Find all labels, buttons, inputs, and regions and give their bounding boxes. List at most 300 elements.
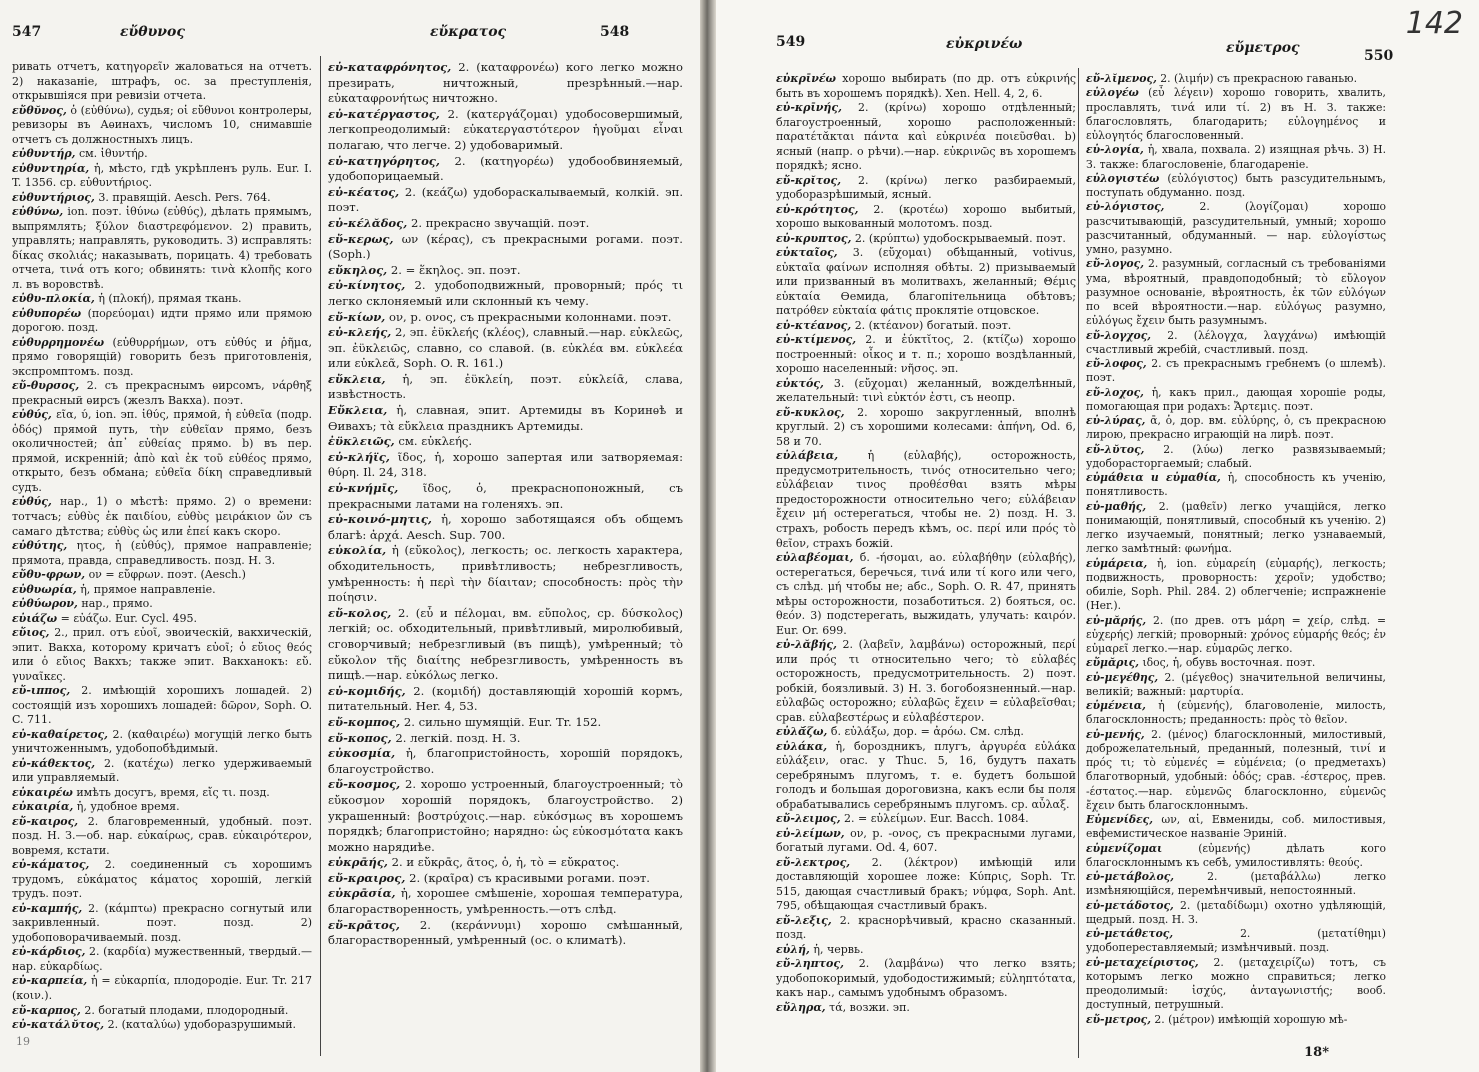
dictionary-entry <box>776 246 1076 319</box>
headword: εὐλᾰ́ζω, <box>776 725 828 739</box>
definition: 2. (κομιδή) доставляющій хорошій кормъ, питательный. Her. 4, 53. <box>328 683 683 714</box>
dictionary-entry <box>12 539 312 568</box>
headword: εὐμενίζομαι <box>1086 841 1163 855</box>
dictionary-entry <box>12 104 312 148</box>
dictionary-entry <box>776 319 1076 334</box>
definition: 2. (κατηγορέω) удобообвиняемый, удобопорицаемый. <box>328 153 683 184</box>
definition: 2. (καρδία) мужественный, твердый.—нар. εὐκαρδίως. <box>12 945 312 973</box>
headword: εὔ-λογος, <box>1086 257 1144 271</box>
dictionary-entry <box>1086 172 1386 201</box>
dictionary-entry <box>12 902 312 946</box>
dictionary-entry <box>12 858 312 902</box>
headword: εὐ-κρυπτος, <box>776 231 852 245</box>
dictionary-entry <box>328 731 683 747</box>
definition: 2. соединенный съ хорошимъ трудомъ, εὐκάματος κάματος хорошій, легкій трудъ. поэт. <box>12 858 312 901</box>
definition: 2. (λογίζομαι) хорошо разсчитывающій, разсудительный, умный; хорошо разсчитанный, обдуманный. — нар. εὐλογίστως умно, разумно. <box>1086 200 1386 256</box>
definition: ιδος, ἡ, обувь восточная. поэт. <box>1142 656 1316 670</box>
right-page-column-1 <box>776 72 1076 1016</box>
headword: εὔθυ-φρων, <box>12 568 86 582</box>
dictionary-entry <box>328 512 683 543</box>
headword: εὐθυντήρ, <box>12 147 76 161</box>
dictionary-entry <box>776 943 1076 958</box>
dictionary-entry <box>12 191 312 206</box>
dictionary-entry <box>328 606 683 684</box>
definition: 2. (κατέχω) легко удерживаемый или управляемый. <box>12 756 313 785</box>
headword: εὐ-κλήϊς, <box>328 449 390 464</box>
headword: εὔ-κοσμος, <box>328 777 401 792</box>
dictionary-entry <box>1086 500 1386 557</box>
definition: см. ἰθυντήρ. <box>78 147 148 161</box>
definition: ἡ, хорошо заботящаяся объ общемъ благѣ: ἀρχά. Aesch. Sup. 700. <box>328 512 683 542</box>
dictionary-entry <box>12 757 312 786</box>
headword: εὔκλεια, <box>328 371 386 386</box>
definition: ον, р. ονος, съ прекрасными колоннами. поэт. <box>389 309 672 324</box>
dictionary-entry <box>1086 143 1386 172</box>
definition: ἡ, благопристойность, хорошій порядокъ, благоустройство. <box>328 746 684 776</box>
dictionary-entry <box>12 147 312 162</box>
dictionary-entry <box>776 174 1076 203</box>
definition: нар., 1) о мѣстѣ: прямо. 2) о времени: тотчасъ; εὐθὺς ἐκ παιδίου, εὐθὺς μειράκιον ὤν съ самаго дѣтства; εὐθὺς ὡς или ἐπεί какъ скоро. <box>12 495 312 538</box>
headword: εὐθυντηρία, <box>12 161 90 175</box>
definition: 2. богатый плодами, плодородный. <box>84 1003 289 1017</box>
dictionary-entry <box>12 307 312 336</box>
headword: εὐμάθεια и εὐμαθία, <box>1086 471 1221 484</box>
running-head-right: εὔκρατος <box>430 24 507 40</box>
left-page-column-1 <box>12 60 312 1033</box>
definition: 2. (λύω) легко развязываемый; удоборасторгаемый; слабый. <box>1086 442 1386 470</box>
definition: ἡ, червь. <box>813 942 864 956</box>
headword: εὐθύνω, <box>12 205 64 219</box>
headword: εὔ-λεξις, <box>776 913 832 927</box>
signature-mark: 18* <box>1304 1045 1329 1060</box>
definition: б. εὐλάξω, дор. = ἀρόω. См. слѣд. <box>830 725 1024 739</box>
headword: εὐθύς, <box>12 495 52 509</box>
definition: ον = εὔφρων. поэт. (Aesch.) <box>88 568 246 582</box>
headword: εὐ-κάθεκτος, <box>12 756 96 770</box>
definition: (εὖ λέγειν) хорошо говорить, хвалить, прославлять, τινά или τί. 2) въ Н. З. также: благословлять, благодарить; εὐλογημένος и εὐλογητός благословенный. <box>1086 86 1386 142</box>
headword: εὐ-κέλᾰδος, <box>328 215 408 230</box>
dictionary-entry <box>1086 699 1386 728</box>
headword: εὐ-κίνητος, <box>328 278 406 293</box>
dictionary-entry <box>1086 557 1386 614</box>
headword: εὐ-κτέανος, <box>776 318 852 332</box>
definition: ῖδος, ἡ, хорошо запертая или затворяемая: θύρη. Il. 24, 318. <box>328 449 684 480</box>
headword: εὐθύς, <box>12 408 52 422</box>
dictionary-entry <box>328 746 683 777</box>
definition: τά, возжи. эп. <box>829 1001 910 1014</box>
dictionary-entry <box>1086 443 1386 472</box>
page-number-548: 548 <box>600 24 630 40</box>
dictionary-entry <box>1086 956 1386 1013</box>
headword: εὐλάκα, <box>776 739 828 753</box>
headword: εὐμάρεια, <box>1086 556 1148 570</box>
dictionary-entry <box>12 597 312 612</box>
headword: ἐϋκλειῶς, <box>328 434 395 449</box>
headword: εὐκολία, <box>328 543 387 558</box>
dictionary-entry <box>1086 72 1386 86</box>
definition: 2. (λαμβάνω) что легко взять; удобопокоримый, удободостижимый; εὐληπτότατα, какъ нар., самымъ удобнымъ образомъ. <box>776 957 1076 1000</box>
dictionary-entry <box>328 777 683 855</box>
handwritten-folio: 142 <box>1405 6 1463 41</box>
headword: εὐ-καρπεία, <box>12 974 88 988</box>
dictionary-entry <box>1086 870 1386 899</box>
headword: εὐ-μαθής, <box>1086 499 1147 513</box>
dictionary-entry <box>776 377 1076 406</box>
dictionary-entry <box>1086 200 1386 257</box>
page-number-550: 550 <box>1364 48 1394 64</box>
headword: εὐ-κρότητος, <box>776 202 859 216</box>
definition: ἡ, ion. εὐμαρείη (εὐμαρής), легкость; подвижность, проворность: χεροῖν; удобство; обиліе, Soph. Phil. 284. 2) облегченіе; испражненіе (Her.). <box>1086 556 1387 613</box>
dictionary-entry <box>328 715 683 731</box>
definition: 2. (καθαιρέω) могущій легко быть уничтоженнымъ, удобопобѣдимый. <box>12 727 312 756</box>
definition: 2. разумный, согласный съ требованіями ума, вѣроятный, правдоподобный; τὸ εὔλογον разумное основаніе, вѣроятность, ἐκ τῶν εὐλόγων по всей вѣроятности.—нар. εὐλόγως разумно, εὐλόγως ἔχειν быть разумнымъ. <box>1086 257 1387 328</box>
headword: εὔ-κραιρος, <box>328 870 406 885</box>
dictionary-entry <box>12 292 312 307</box>
headword: εὐ-λόγιστος, <box>1086 200 1165 214</box>
definition: 2. (κτέανον) богатый. поэт. <box>854 318 1012 332</box>
dictionary-entry <box>1086 614 1386 657</box>
headword: εὐκτός, <box>776 376 824 390</box>
definition: (εὐθυρρήμων, отъ εὐθύς и ῥῆμα, прямо говорящій) говорить безъ приготовленія, экспромптомъ. позд. <box>12 335 313 378</box>
dictionary-entry <box>776 406 1076 450</box>
headword: εὔ-κερως, <box>328 231 394 246</box>
dictionary-entry <box>328 855 683 871</box>
headword: εὐ-κτίμενος, <box>776 333 857 347</box>
definition: 2. (μένος) благосклонный, милостивый, доброжелательный, преданный, полезный, τινί и πρός τι; τὸ εὐμενές = εὐμένεια; (о предметахъ) благотворный, удобный: ὁδός; срав. -έστερος, прев. -έστατος.—нар. εὐμενῶς благосклонно, εὐμενῶς ἔχειν быть благосклоннымъ. <box>1086 727 1386 812</box>
definition: 2. съ прекраснымъ гребнемъ (о шлемѣ). поэт. <box>1086 357 1386 385</box>
running-head-left: εὐκρινέω <box>946 36 1023 52</box>
dictionary-entry <box>12 626 312 684</box>
headword: εὐκαιρία, <box>12 800 74 814</box>
dictionary-entry <box>776 449 1076 551</box>
definition: 3. правящій. Aesch. Pers. 764. <box>98 190 271 204</box>
definition: 2. удобоподвижный, проворный; πρός τι легко склоняемый или склонный къ чему. <box>328 278 683 308</box>
dictionary-entry <box>328 543 683 605</box>
headword: εὔιος, <box>12 626 50 640</box>
headword: εὔθῠνος, <box>12 103 67 117</box>
definition: ων (κέρας), съ прекрасными рогами. поэт. (Soph.) <box>328 231 683 262</box>
dictionary-entry <box>328 185 683 216</box>
column-rule <box>1078 68 1079 1058</box>
dictionary-entry <box>1086 899 1386 928</box>
definition: 2. (λέλογχα, λαγχάνω) имѣющій счастливый жребій, счастливый. позд. <box>1086 328 1387 356</box>
dictionary-entry <box>12 408 312 495</box>
dictionary-entry <box>1086 927 1386 956</box>
headword: εὐ-κατηγόρητος, <box>328 153 440 168</box>
definition: ἡ, хвала, похвала. 2) изящная рѣчь. 3) Н. З. также: благословеніе, благодареніе. <box>1086 143 1386 171</box>
definition: (εὐλόγιστος) быть разсудительнымъ, поступать обдуманно. позд. <box>1086 171 1386 199</box>
headword: εὔ-λῠτος, <box>1086 442 1145 456</box>
definition: = εὐάζω. Eur. Cycl. 495. <box>60 611 198 625</box>
definition: ривать отчетъ, κατηγορεῖν жаловаться на отчетъ. 2) наказаніе, штрафъ, ос. за преступленія, открывшіяся при ревизіи отчета. <box>12 60 312 103</box>
headword: εὔ-λῐμενος, <box>1086 72 1157 85</box>
definition: ion. поэт. ἰθύνω (εὐθύς), дѣлать прямымъ, выпрямлять; ξύλον διαστρεφόμενον. 2) править, управлять; направлять, руководить. 3) исправлять: δίκας σκολιάς; наказывать, порицать. 4) требовать отчета, τινά отъ кого; обвинять: τινὰ κλοπῆς кого л. въ воровствѣ. <box>12 205 312 291</box>
definition: 2. (εὖ и πέλομαι, вм. εὔπολος, ср. δύσκολος) легкій; ос. обходительный, привѣтливый, миролюбивый, сговорчивый; небрезгливый (въ пищѣ), умѣренный; τὸ εὔκολον τῆς διαίτης небрезгливость, умѣренность въ пищѣ.—нар. εὐκόλως легко. <box>328 605 684 683</box>
definition: ἡ = εὐκαρπία, плодородіе. Eur. Tr. 217 (κοιν.). <box>12 974 312 1002</box>
dictionary-entry <box>776 827 1076 856</box>
running-head-right: εὔμετρος <box>1226 40 1300 56</box>
book-gutter <box>700 0 716 1072</box>
definition: 3. (εὔχομαι) обѣщанный, votivus, εὐκταῖα φαίνων исполняя обѣты. 2) призываемый или призванный въ молитвахъ, желанный; Θέμις εὐκταία Ѳемида, благопітельница обѣтовъ; πατρόθεν εὐκταία φάτις проклятіе отцовское. <box>776 246 1076 318</box>
dictionary-entry <box>12 568 312 583</box>
definition: 3. (εὔχομαι) желанный, вожделѣнный, желательный: τινὶ εὐκτόν ἐστι, съ неопр. <box>776 376 1077 405</box>
dictionary-entry <box>776 232 1076 247</box>
dictionary-entry <box>328 886 683 917</box>
headword: εὐ-κρῑνής, <box>776 101 842 115</box>
definition: 2. и εὔκρᾱς, ᾶτος, ὁ, ἡ, τὸ = εὔκρατος. <box>391 855 620 870</box>
definition: ἡ, славная, эпит. Артемиды въ Коринѳѣ и Ѳивахъ; τὰ εὔκλεια праздникъ Артемиды. <box>328 403 684 433</box>
dictionary-entry <box>776 203 1076 232</box>
headword: εὐλαβέομαι, <box>776 551 854 565</box>
definition: 2. краснорѣчивый, красно сказанный. позд. <box>776 913 1076 942</box>
definition: 2. (μεταβάλλω) легко измѣняющійся, перемѣнчивый, непостоянный. <box>1086 870 1386 898</box>
dictionary-entry <box>12 786 312 801</box>
headword: εὐ-κέατος, <box>328 184 400 199</box>
definition: 2., прил. отъ εὐοῖ, эвоическій, вакхическій, эпит. Вакха, которому кричатъ εὐοῖ; ὁ εὔιος θεός или ὁ εὔιος Вакхъ; также эпит. Вакханокъ: εὔ. γυναῖκες. <box>12 626 312 683</box>
dictionary-entry <box>12 945 312 974</box>
definition: 2. = εὐλείμων. Eur. Bacch. 1084. <box>844 812 1029 826</box>
headword: εὐκρᾱής, <box>328 855 388 870</box>
definition: 2. сильно шумящій. Eur. Tr. 152. <box>403 714 602 729</box>
definition: ἡ, эп. ἐϋκλείη, поэт. εὐκλείᾱ, слава, извѣстность. <box>328 371 684 402</box>
definition: б. -ήσομαι, ао. εὐλαβήθην (εὐλαβής), остерегаться, беречься, τινά или τί кого или чего, съ слѣд. μή чтобы не; абс., Soph. O. R. 47, принять мѣры осторожности, позаботиться. 2) бояться, ос. θεόν. 3) подстерегать, выжидать, улучать: καιρόν. Eur. Or. 699. <box>776 551 1077 637</box>
definition: 2. (κρίνω) хорошо отдѣленный; благоустроенный, хорошо расположенный: παρατέτᾰκται πάντα καὶ εὐκρινέα ποιεῦσθαι. b) ясный (напр. о рѣчи).—нар. εὐκρινῶς въ хорошемъ порядкѣ; ясно. <box>776 101 1077 173</box>
headword: εὔ-κολος, <box>328 605 392 620</box>
dictionary-entry <box>328 325 683 372</box>
headword: εὔ-κίων, <box>328 309 386 324</box>
definition: ῖδος, ὁ, прекраснопоножный, съ прекрасными латами на голеняхъ. эп. <box>328 481 684 511</box>
headword: εὐλογιστέω <box>1086 171 1160 185</box>
dictionary-entry <box>1086 86 1386 143</box>
dictionary-entry <box>1086 257 1386 328</box>
headword: εὔ-λοχος, <box>1086 385 1144 399</box>
dictionary-entry <box>776 740 1076 813</box>
headword: εὐ-λογία, <box>1086 143 1144 157</box>
headword: εὐθυ-πλοκία, <box>12 292 95 306</box>
dictionary-entry <box>328 481 683 512</box>
dictionary-entry <box>776 957 1076 1001</box>
dictionary-entry <box>12 815 312 859</box>
dictionary-entry <box>12 1018 312 1033</box>
headword: εὐκαιρέω <box>12 785 73 799</box>
headword: εὔ-λεκτρος, <box>776 855 851 869</box>
dictionary-entry <box>1086 357 1386 386</box>
headword: εὐ-μετάθετος, <box>1086 927 1174 940</box>
definition: ἡ, удобное время. <box>76 800 180 814</box>
dictionary-entry <box>328 263 683 279</box>
headword: εὐ-μεταχείριστος, <box>1086 955 1199 969</box>
headword: εὔ-κρῐτος, <box>776 173 842 187</box>
headword: εὐθυρρημονέω <box>12 335 105 349</box>
dictionary-entry <box>328 372 683 403</box>
definition: ἡ, хорошее смѣшеніе, хорошая температура, благорастворенность, умѣренность.—отъ слѣд. <box>328 886 684 917</box>
dictionary-entry <box>12 1004 312 1019</box>
definition: 2. = ἕκηλος. эп. поэт. <box>390 262 521 277</box>
headword: εὐ-μετάβολος, <box>1086 870 1175 883</box>
column-rule <box>320 56 321 1056</box>
headword: εὐλάβεια, <box>776 449 839 463</box>
headword: εὔ-καιρος, <box>12 814 79 828</box>
definition: имѣть досугъ, время, εἴς τι. позд. <box>76 785 270 799</box>
definition: ἡ (εὔκολος), легкость; ос. легкость характера, обходительность, привѣтливость; небрезгливость, умѣренность: ἡ περὶ τὴν δίαιταν; способность: πρὸς τὴν ποίησιν. <box>328 543 683 605</box>
definition: 2. благовременный, удобный. поэт. позд. Н. З.—об. нар. εὐκαίρως, срав. εὐκαιρότερον, вовремя, кстати. <box>12 814 312 857</box>
definition: 2. (μετατίθημι) удобопереставляемый; измѣнчивый. позд. <box>1086 927 1386 955</box>
headword: εὐ-κάματος, <box>12 858 90 872</box>
definition: ἡ (εὐλαβής), осторожность, предусмотрительность, τινός относительно чего; εὐλάβειαν τινος προθέσθαι взять мѣры предосторожности относительно чего; εὐλάβειαν ἔχειν μή остерегаться, чтобы не. 2) позд. Н. З. страхъ, робость передъ кѣмъ, ос. περί или πρός τὸ θεῖον, страхъ божій. <box>776 449 1076 550</box>
definition: нар., прямо. <box>81 597 153 611</box>
dictionary-entry <box>328 434 683 450</box>
definition: ἡ, бороздникъ, плугъ, ἀργυρέα εὐλάκα εὐλάξειν, orac. у Thuc. 5, 16, будутъ пахать серебрянымъ плугомъ, т. е. будетъ большой голодъ и большая дороговизна, какъ если бы поля обрабатывались серебрянымъ плугомъ. ср. αὖλαξ. <box>776 739 1076 811</box>
dictionary-entry <box>776 72 1076 101</box>
definition: (πορεύομαι) идти прямо или прямою дорогою. позд. <box>12 306 312 335</box>
definition: 2, эп. ἐϋκλεής (κλέος), славный.—нар. εὐκλεῶς, эп. ἐϋκλειῶς, славно, со славой. (в. εὐκλέα вм. εὐκλεέα или εὐκλεᾶ, Soph. O. R. 161.) <box>328 325 684 371</box>
dictionary-entry <box>776 725 1076 740</box>
definition: 2. съ прекраснымъ ѳирсомъ, νάρθηξ прекрасный ѳирсъ (жезлъ Вакха). поэт. <box>12 379 312 407</box>
dictionary-entry <box>328 60 683 107</box>
definition: 2. (λαβεῖν, λαμβάνω) осторожный, περί или πρός τι относительно чего; τὸ εὐλαβές осторожность, предусмотрительность. 2) поэт. робкій, боязливый. 3) Н. З. богобоязненный.—нар. εὐλαβῶς осторожно; εὐλαβῶς ἔχειν = εὐλαβεῖσθαι; срав. εὐλαβεστέρως и εὐλαβέστερον. <box>776 638 1076 724</box>
dictionary-entry <box>12 974 312 1003</box>
page-number-547: 547 <box>12 24 42 40</box>
definition: 2. и ἐύκτῐτος, 2. (κτίζω) хорошо построенный: οἶκος и т. п.; хорошо воздѣланный, хорошо населенный: νῆσος. эп. <box>776 333 1076 376</box>
dictionary-entry <box>328 278 683 309</box>
headword: εὐιάζω <box>12 611 58 625</box>
definition: 2. имѣющій хорошихъ лошадей. 2) состоящій изъ хорошихъ лошадей: δῶρον, Soph. O. C. 711. <box>12 684 313 727</box>
definition: 2. хорошо устроенный, благоустроенный; τὸ εὔκοσμον хорошій порядокъ, благоустройство. 2) украшенный: βοστρύχοις.—нар. εὐκόσμως въ хорошемъ порядкѣ; благопристойно; нарядно: ὡς εὐκοσμότατα какъ можно нарядиѣе. <box>328 777 683 854</box>
dictionary-entry <box>328 107 683 154</box>
dictionary-entry <box>328 684 683 715</box>
running-head-left: εὔθυνος <box>120 24 185 40</box>
headword: εὔ-μετρος, <box>1086 1012 1151 1026</box>
right-page-column-2 <box>1086 72 1386 1027</box>
definition: 2. (κροτέω) хорошо выбитый, хорошо выкованный молотомъ. позд. <box>776 202 1077 231</box>
definition: хорошо выбирать (по др. отъ εὐκρινής быть въ хорошемъ порядкѣ). Xen. Hell. 4, 2, 6. <box>776 72 1077 100</box>
definition: (εὐμενής) дѣлать кого благосклоннымъ къ себѣ, умилостивлять: θεούς. <box>1086 841 1386 869</box>
headword: εὔ-ληπτος, <box>776 957 844 971</box>
headword: εὐθυντήριος, <box>12 190 95 204</box>
headword: εὐ-λύρας, <box>1086 414 1146 427</box>
dictionary-entry <box>1086 386 1386 415</box>
definition: ἡ, способность къ ученію, понятливость. <box>1086 471 1386 499</box>
headword: εὔ-κυκλος, <box>776 405 845 419</box>
left-page-column-2 <box>328 60 683 949</box>
dictionary-entry <box>776 856 1076 914</box>
definition: 2. (κάμπτω) прекрасно согнутый или закривленный. поэт. позд. 2) удобоповорачиваемый. позд. <box>12 901 312 944</box>
dictionary-entry <box>776 914 1076 943</box>
definition: 2. (κρίνω) легко разбираемый, удоборазрѣшимый, ясный. <box>776 173 1076 202</box>
dictionary-entry <box>1086 1013 1386 1027</box>
headword: εὔ-κρᾱτος, <box>328 917 400 932</box>
headword: εὐ-λᾰβής, <box>776 638 837 652</box>
dictionary-entry <box>776 551 1076 638</box>
definition: см. εὐκλεής. <box>398 434 473 449</box>
headword: εὐκοσμία, <box>328 746 396 761</box>
dictionary-entry <box>776 812 1076 827</box>
headword: εὐ-καθαίρετος, <box>12 727 108 741</box>
dictionary-entry <box>776 1001 1076 1016</box>
dictionary-entry <box>776 101 1076 174</box>
dictionary-entry <box>12 495 312 539</box>
dictionary-entry <box>12 162 312 191</box>
dictionary-entry <box>1086 842 1386 871</box>
definition: 2. (καταφρονέω) кого легко можно презирать, ничтожный, презрѣнный.—нар. εὐκαταφρονήτως ничтожно. <box>328 60 683 106</box>
headword: εὐ-κλεής, <box>328 325 392 340</box>
definition: 2. хорошо закругленный, вполнѣ круглый. 2) съ хорошими колесами: ἀπήνη, Od. 6, 58 и 70. <box>776 405 1076 448</box>
dictionary-entry <box>12 583 312 598</box>
dictionary-entry <box>12 205 312 292</box>
headword: εὐ-κομιδής, <box>328 683 406 698</box>
headword: εὔμᾰρις, <box>1086 656 1140 670</box>
definition: ἡ, мѣсто, гдѣ укрѣпленъ руль. Eur. I. T. 1356. cp. εὐθυντήριος. <box>12 161 312 190</box>
definition: 2. (по древ. отъ μάρη = χείρ, слѣд. = εὐχερής) легкій; проворный: χρόνος εὐμαρής θεός; ἐν εὐμαρεῖ легко.—нар. εὐμαρῶς легко. <box>1086 613 1386 655</box>
definition: ἡ, какъ прил., дающая хорошіе роды, помогающая при родахъ: Ἄρτεμις. поэт. <box>1086 385 1386 413</box>
headword: εὐθύωρον, <box>12 597 78 611</box>
definition: ον, р. -ονος, съ прекрасными лугами, богатый лугами. Od. 4, 607. <box>776 826 1077 855</box>
definition: 2. (μεταχειρίζω) тотъ, съ которымъ легко можно справиться; легко преодолимый: ἰσχύς, ἀνταγωνιστής; вооб. доступный, петрушный. <box>1086 955 1386 1012</box>
definition: ητος, ἡ (εὐθύς), прямое направленіе; прямота, правда, справедливость. позд. Н. З. <box>12 539 312 567</box>
definition: 2. (κεάζω) удобораскалываемый, колкій. эп. поэт. <box>328 184 684 215</box>
dictionary-entry <box>1086 728 1386 814</box>
definition: 2. (μαθεῖν) легко учащійся, легко понимающій, понятливый, способный къ ученію. 2) легко изучаемый, понятный; легко узнаваемый, легко замѣтный: φωνήμα. <box>1086 499 1386 556</box>
dictionary-entry <box>1086 414 1386 443</box>
headword: εὐλή, <box>776 942 810 956</box>
dictionary-entry <box>1086 671 1386 700</box>
left-page <box>0 0 700 1072</box>
definition: ἡ (εὐμενής), благоволеніе, милость, благосклонность; преданность: πρὸς τὸ θεῖον. <box>1086 699 1386 727</box>
headword: εὐ-κοινό-μητις, <box>328 512 432 527</box>
dictionary-entry <box>1086 656 1386 670</box>
headword: Εὔκλεια, <box>328 403 388 418</box>
definition: ἡ (πλοκή), прямая ткань. <box>98 292 242 306</box>
dictionary-entry <box>328 871 683 887</box>
definition: 2. (λέκτρον) имѣющій или доставляющій хорошее ложе: Κύπρις, Soph. Tr. 515, дающая счастливый бракъ; νύμφα, Soph. Ant. 795, обѣщающая счастливый бракъ. <box>776 855 1076 913</box>
dictionary-entry <box>328 154 683 185</box>
definition: 2. прекрасно звучащій. поэт. <box>410 215 590 230</box>
definition: 2. (κραῖρα) съ красивыми рогами. поэт. <box>409 870 650 885</box>
dictionary-entry <box>1086 471 1386 500</box>
headword: εὔ-λογχος, <box>1086 328 1152 342</box>
dictionary-entry <box>328 216 683 232</box>
definition: ὁ (εὐθύνω), судья; οἱ εὔθυνοι контролеры, ревизоры въ Аѳинахъ, числомъ 10, снимавшіе отчетъ съ должностныхъ лицъ. <box>12 103 313 146</box>
dictionary-entry <box>12 60 312 104</box>
headword: εὔ-θυρσος, <box>12 379 80 393</box>
headword: εὐ-λείμων, <box>776 826 845 840</box>
headword: εὔκηλος, <box>328 262 388 277</box>
headword: εὔληρα, <box>776 1001 826 1014</box>
dictionary-entry <box>328 403 683 434</box>
headword: εὐλογέω <box>1086 86 1139 100</box>
headword: εὔ-κοπος, <box>328 730 392 745</box>
definition: 2. (λιμήν) съ прекрасною гаванью. <box>1160 72 1358 85</box>
dictionary-entry <box>776 638 1076 725</box>
library-stamp: 19 <box>16 1035 30 1048</box>
headword: εὐθυωρία, <box>12 582 77 596</box>
headword: εὐ-κατάλῠτος, <box>12 1018 105 1032</box>
headword: εὐ-μετάδοτος, <box>1086 898 1174 912</box>
headword: εὐ-καταφρόνητος, <box>328 60 452 74</box>
headword: εὐ-μᾰρής, <box>1086 613 1147 627</box>
headword: εὐ-κατέργαστος, <box>328 106 440 121</box>
dictionary-entry <box>12 800 312 815</box>
definition: 2. (μεταδίδωμι) охотно удѣляющій, щедрый. позд. Н. З. <box>1086 898 1386 926</box>
definition: ᾱ, ὁ, дор. вм. εὐλύρης, ὁ, съ прекрасною лирою, прекрасно играющій на лирѣ. поэт. <box>1086 414 1386 442</box>
headword: εὐ-μεγέθης, <box>1086 670 1159 684</box>
definition: 2. (μέτρον) имѣющій хорошую мѣ- <box>1154 1012 1348 1026</box>
headword: εὔ-ιππος, <box>12 684 71 698</box>
headword: εὔ-κομπος, <box>328 714 401 729</box>
definition: ων, αἱ, Евмениды, соб. милостивыя, евфемистическое названіе Эриній. <box>1086 813 1386 841</box>
dictionary-entry <box>776 333 1076 377</box>
headword: εὐκρᾱσία, <box>328 886 396 901</box>
